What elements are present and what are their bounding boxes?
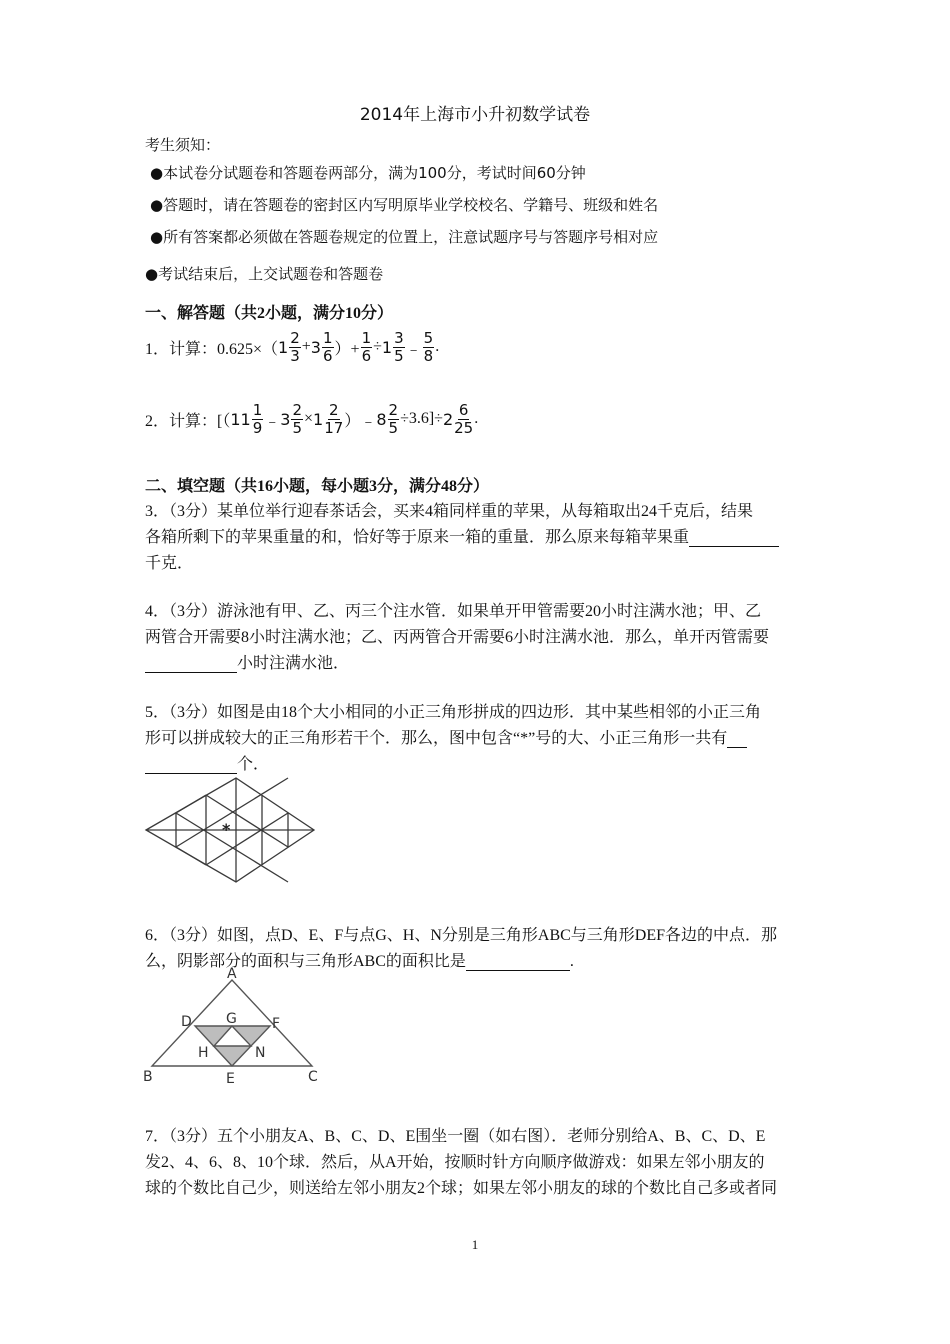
q7-line-3: 球的个数比自己少，则送给左邻小朋友2个球；如果左邻小朋友的球的个数比自己多或者同 bbox=[145, 1180, 778, 1197]
q2-e-whole: 2 bbox=[442, 409, 454, 429]
q2-c-fraction: $\frac{2}{17}$ bbox=[324, 400, 344, 437]
section-2-heading: 二、填空题（共16小题，每小题3分，满分48分） bbox=[145, 478, 490, 495]
label-N: N bbox=[255, 1045, 266, 1061]
q5-rhombus-grid bbox=[140, 772, 320, 892]
label-D: D bbox=[181, 1014, 192, 1030]
label-A: A bbox=[227, 966, 237, 982]
question-2 bbox=[145, 398, 478, 440]
q1-div: ÷ bbox=[373, 338, 382, 355]
q1-plus: + bbox=[301, 338, 311, 355]
q6-line-1: 6．（3分）如图，点D、E、F与点G、H、N分别是三角形ABC与三角形DEF各边的中点．那 bbox=[145, 927, 778, 944]
q1-b-whole: 3 bbox=[310, 337, 321, 357]
q5-line-1: 5．（3分）如图是由18个大小相同的小正三角形拼成的四边形．其中某些相邻的小正三角 bbox=[145, 704, 762, 721]
label-F: F bbox=[272, 1016, 281, 1032]
q1-mid: ）+ bbox=[334, 340, 360, 358]
q3-line-3: 千克． bbox=[145, 555, 194, 572]
q3-line-2: 各箱所剩下的苹果重量的和，恰好等于原来一箱的重量．那么原来每箱苹果重 bbox=[145, 524, 779, 547]
q4-line-2: 两管合开需要8小时注满水池；乙、丙两管合开需要6小时注满水池．那么，单开丙管需要 bbox=[145, 629, 770, 646]
q5-star-mark: * bbox=[222, 820, 231, 839]
q6-answer-blank bbox=[466, 954, 570, 971]
label-E: E bbox=[226, 1071, 235, 1087]
section-1-heading: 一、解答题（共2小题，满分10分） bbox=[145, 305, 394, 322]
q2-b-fraction: $\frac{2}{5}$ bbox=[292, 400, 302, 437]
q2-minus: ﹣ bbox=[264, 412, 281, 430]
q2-prefix: 2．计算：[（ bbox=[145, 412, 231, 430]
q1-a-fraction: $\frac{2}{3}$ bbox=[290, 328, 300, 365]
q2-a-whole: 11 bbox=[230, 409, 251, 429]
q2-c-whole: 1 bbox=[313, 409, 324, 429]
q4-answer-blank bbox=[145, 656, 237, 673]
label-B: B bbox=[143, 1069, 153, 1085]
q1-b-fraction: $\frac{1}{6}$ bbox=[322, 328, 333, 365]
q1-end: . bbox=[435, 338, 440, 355]
q6-line-2: 么，阴影部分的面积与三角形ABC的面积比是 . bbox=[145, 953, 574, 970]
q5-line-2: 形可以拼成较大的正三角形若干个．那么，图中包含“*”号的大、小正三角形一共有 bbox=[145, 725, 747, 748]
q2-div36: ÷3.6]÷ bbox=[400, 410, 443, 427]
label-C: C bbox=[308, 1069, 318, 1085]
q3-answer-blank bbox=[689, 530, 779, 547]
q6-triangle-figure bbox=[140, 966, 330, 1091]
q4-line-3: 小时注满水池． bbox=[145, 650, 349, 673]
q3-line-1: 3．（3分）某单位举行迎春茶话会，买来4箱同样重的苹果，从每箱取出24千克后，结果 bbox=[145, 503, 754, 520]
q1-c-fraction: $\frac{1}{6}$ bbox=[361, 328, 372, 365]
q2-times: × bbox=[304, 410, 314, 427]
q4-line-1: 4．（3分）游泳池有甲、乙、丙三个注水管．如果单开甲管需要20小时注满水池；甲、乙 bbox=[145, 603, 762, 620]
q1-d-fraction: $\frac{3}{5}$ bbox=[394, 328, 404, 365]
q1-prefix: 1．计算：0.625×（ bbox=[145, 340, 279, 358]
q5-line-3: 个． bbox=[145, 751, 269, 774]
q2-mid: ）﹣ bbox=[344, 412, 377, 430]
q2-d-fraction: $\frac{2}{5}$ bbox=[388, 400, 399, 437]
q2-b-whole: 3 bbox=[280, 409, 291, 429]
q2-end: . bbox=[474, 410, 479, 427]
q1-d-whole: 1 bbox=[381, 337, 393, 357]
page-title: 2014年上海市小升初数学试卷 bbox=[359, 105, 591, 125]
label-G: G bbox=[226, 1011, 237, 1027]
label-H: H bbox=[198, 1045, 209, 1061]
notice-item-3: ●所有答案都必须做在答题卷规定的位置上，注意试题序号与答题序号相对应 bbox=[150, 228, 659, 246]
question-1 bbox=[145, 326, 439, 368]
q1-minus: ﹣ bbox=[405, 340, 422, 358]
q2-e-fraction: $\frac{6}{25}$ bbox=[454, 400, 474, 437]
notice-item-4: ●考试结束后，上交试题卷和答题卷 bbox=[145, 265, 384, 283]
notice-item-2: ●答题时，请在答题卷的密封区内写明原毕业学校校名、学籍号、班级和姓名 bbox=[150, 196, 659, 214]
notice-heading: 考生须知： bbox=[145, 136, 221, 154]
q7-line-1: 7．（3分）五个小朋友A、B、C、D、E围坐一圈（如右图）．老师分别给A、B、C、D、E bbox=[145, 1128, 766, 1145]
q1-a-whole: 1 bbox=[278, 337, 289, 357]
q7-line-2: 发2、4、6、8、10个球．然后，从A开始，按顺时针方向顺序做游戏：如果左邻小朋友的 bbox=[145, 1154, 765, 1171]
page-number: 1 bbox=[471, 1237, 479, 1252]
notice-item-1: ●本试卷分试题卷和答题卷两部分，满为100分，考试时间60分钟 bbox=[150, 164, 586, 182]
q5-answer-blank-a bbox=[727, 731, 747, 748]
q2-d-whole: 8 bbox=[376, 409, 387, 429]
q2-a-fraction: $\frac{1}{9}$ bbox=[252, 400, 263, 437]
q1-e-fraction: $\frac{5}{8}$ bbox=[423, 328, 434, 365]
